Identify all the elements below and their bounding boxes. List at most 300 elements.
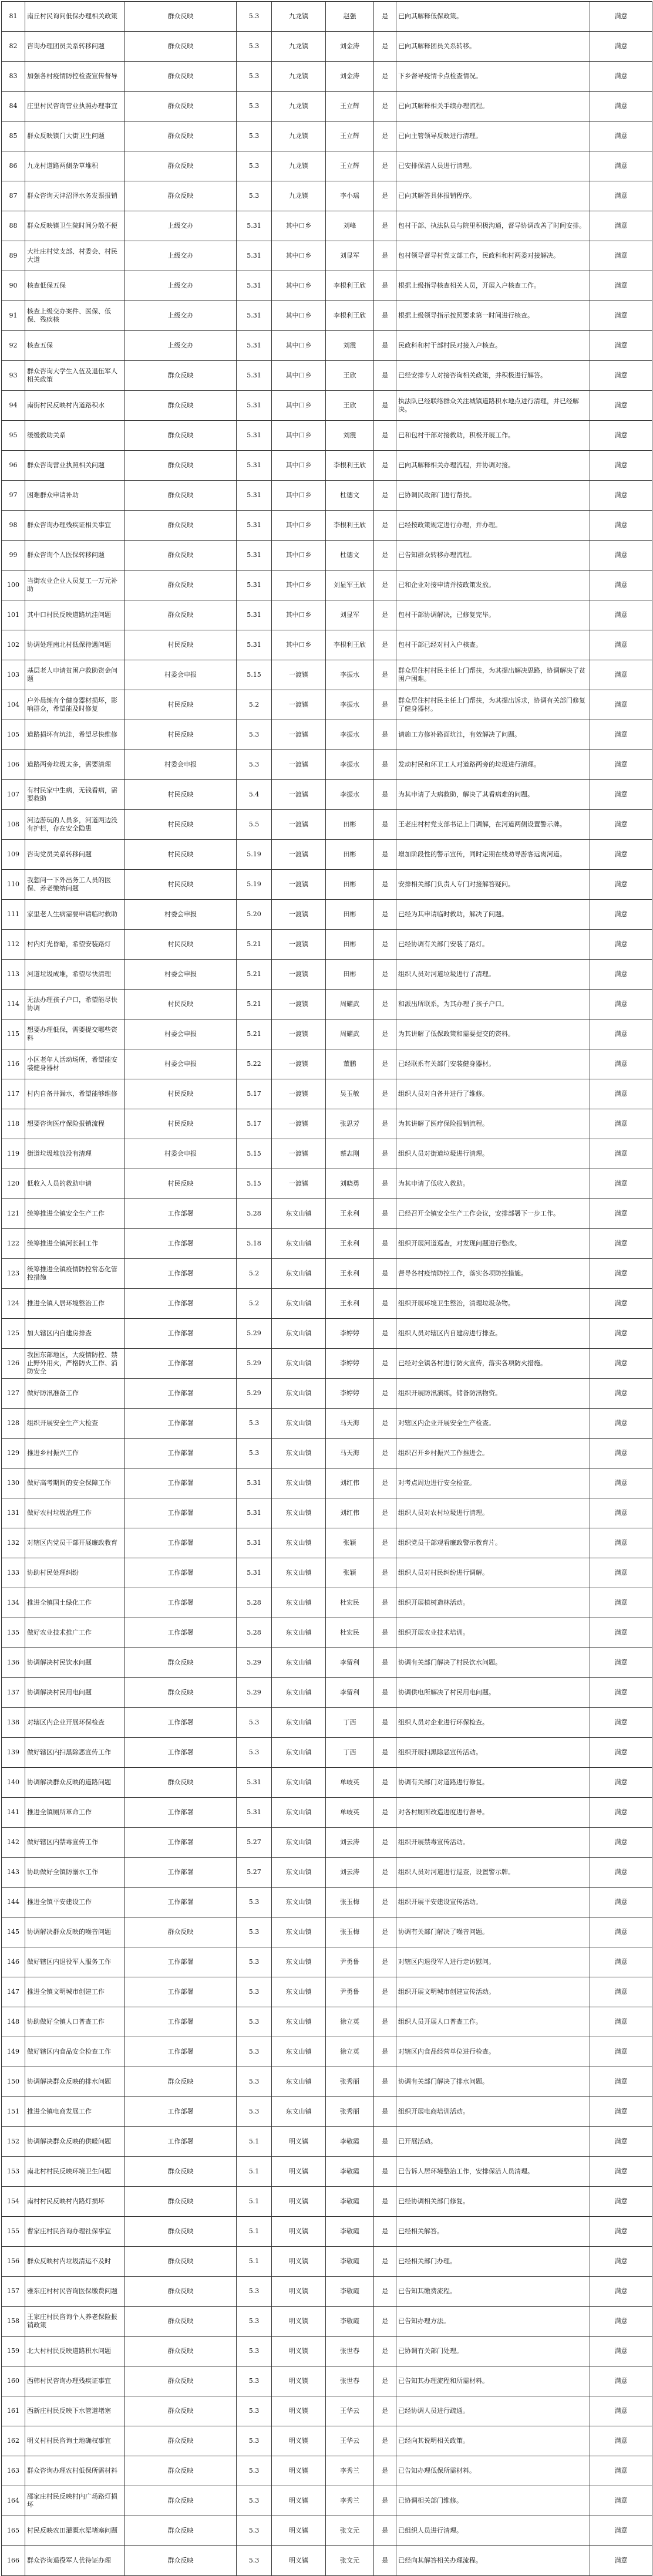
cell-source: 群众反映 <box>125 570 237 600</box>
cell-source: 群众反映 <box>125 1768 237 1798</box>
cell-result: 为其申请了大病救助，解决了其看病难的问题。 <box>396 780 590 810</box>
cell-source: 上级交办 <box>125 331 237 361</box>
table-row <box>2 2187 652 2217</box>
cell-completed: 是 <box>374 600 396 630</box>
cell-town: 九龙镇 <box>272 151 326 181</box>
cell-content: 对辖区内企业开展环保检查 <box>25 1708 125 1738</box>
cell-satisfaction: 满意 <box>590 2456 652 2486</box>
cell-result: 王老庄村村党支部书记上门调解，在河道两侧设置警示牌。 <box>396 810 590 840</box>
cell-result: 已经向其说明相关政策。 <box>396 2426 590 2456</box>
cell-date: 5.1 <box>237 2247 272 2277</box>
cell-source: 群众反映 <box>125 62 237 92</box>
cell-result: 请施工方修补路面坑洼，有效解决了问题。 <box>396 720 590 750</box>
cell-content: 低收入人员的救助申请 <box>25 1169 125 1199</box>
cell-date: 5.31 <box>237 211 272 241</box>
table-row <box>2 2217 652 2247</box>
cell-date: 5.31 <box>237 361 272 391</box>
cell-source: 群众反映 <box>125 541 237 570</box>
cell-completed: 是 <box>374 451 396 481</box>
cell-date: 5.2 <box>237 690 272 720</box>
cell-source: 群众反映 <box>125 32 237 62</box>
cell-satisfaction: 满意 <box>590 331 652 361</box>
cell-number: 145 <box>2 1917 25 1947</box>
cell-completed: 是 <box>374 1528 396 1558</box>
cell-town: 其中口乡 <box>272 271 326 301</box>
cell-person: 王永利 <box>326 1229 374 1259</box>
cell-source: 工作部署 <box>125 1618 237 1648</box>
cell-result: 协调有关部门解决了村民饮水问题。 <box>396 1648 590 1678</box>
cell-date: 5.31 <box>237 301 272 331</box>
cell-date: 5.4 <box>237 780 272 810</box>
cell-completed: 是 <box>374 2247 396 2277</box>
cell-date: 5.31 <box>237 1528 272 1558</box>
cell-town: 明义镇 <box>272 2456 326 2486</box>
cell-date: 5.3 <box>237 62 272 92</box>
table-row <box>2 241 652 271</box>
cell-result: 组织开展扫黑除恶宣传活动。 <box>396 1738 590 1768</box>
cell-date: 5.31 <box>237 600 272 630</box>
cell-content: 核查五保 <box>25 331 125 361</box>
cell-source: 村民反映 <box>125 930 237 960</box>
cell-town: 东文山镇 <box>272 1947 326 1977</box>
table-row <box>2 1439 652 1468</box>
cell-content: 大杜庄村党支部、村委会、村民大道 <box>25 241 125 271</box>
cell-person: 刘红伟 <box>326 1468 374 1498</box>
cell-result: 为其讲解了低保政策和需要提交的资料。 <box>396 1019 590 1049</box>
table-row <box>2 301 652 331</box>
cell-number: 113 <box>2 960 25 990</box>
cell-source: 村委会申报 <box>125 750 237 780</box>
table-row <box>2 451 652 481</box>
table-row <box>2 151 652 181</box>
cell-content: 做好农业技术推广工作 <box>25 1618 125 1648</box>
cell-date: 5.3 <box>237 2337 272 2366</box>
cell-date: 5.15 <box>237 1169 272 1199</box>
cell-satisfaction: 满意 <box>590 1259 652 1289</box>
cell-town: 东文山镇 <box>272 2037 326 2067</box>
cell-town: 其中口乡 <box>272 391 326 421</box>
cell-town: 其中口乡 <box>272 241 326 271</box>
cell-completed: 是 <box>374 1947 396 1977</box>
cell-date: 5.29 <box>237 1379 272 1409</box>
cell-completed: 是 <box>374 2 396 32</box>
cell-source: 群众反映 <box>125 481 237 511</box>
cell-satisfaction: 满意 <box>590 1768 652 1798</box>
cell-completed: 是 <box>374 1139 396 1169</box>
table-row <box>2 2007 652 2037</box>
cell-person: 丁西 <box>326 1708 374 1738</box>
cell-completed: 是 <box>374 2337 396 2366</box>
cell-number: 138 <box>2 1708 25 1738</box>
table-row <box>2 1169 652 1199</box>
cell-date: 5.21 <box>237 1019 272 1049</box>
cell-completed: 是 <box>374 750 396 780</box>
cell-number: 99 <box>2 541 25 570</box>
cell-person: 张思芳 <box>326 1109 374 1139</box>
cell-number: 156 <box>2 2247 25 2277</box>
cell-satisfaction: 满意 <box>590 1858 652 1888</box>
cell-town: 其中口乡 <box>272 211 326 241</box>
cell-town: 一渡镇 <box>272 750 326 780</box>
table-row <box>2 2307 652 2337</box>
cell-person: 尹勇鲁 <box>326 1977 374 2007</box>
cell-source: 群众反映 <box>125 2157 237 2187</box>
cell-content: 南北村村民反映环境卫生问题 <box>25 2157 125 2187</box>
cell-source: 群众反映 <box>125 451 237 481</box>
cell-source: 工作部署 <box>125 1588 237 1618</box>
cell-result: 包村干部协调解决，已修复完毕。 <box>396 600 590 630</box>
cell-satisfaction: 满意 <box>590 151 652 181</box>
table-row <box>2 1019 652 1049</box>
cell-person: 李婷婷 <box>326 1379 374 1409</box>
cell-result: 已向其解释低保政策。 <box>396 2 590 32</box>
cell-source: 工作部署 <box>125 1409 237 1439</box>
cell-number: 166 <box>2 2546 25 2576</box>
table-row <box>2 630 652 660</box>
cell-completed: 是 <box>374 1588 396 1618</box>
cell-person: 丁西 <box>326 1738 374 1768</box>
cell-content: 群众反映镇门大街卫生问题 <box>25 121 125 151</box>
cell-satisfaction: 满意 <box>590 1977 652 2007</box>
table-row <box>2 121 652 151</box>
table-row <box>2 2337 652 2366</box>
cell-date: 5.1 <box>237 2157 272 2187</box>
cell-content: 协助村民处理纠纷 <box>25 1558 125 1588</box>
cell-source: 群众反映 <box>125 2337 237 2366</box>
cell-content: 统筹推进全镇安全生产工作 <box>25 1199 125 1229</box>
cell-result: 已组织人员进行清理。 <box>396 2516 590 2546</box>
cell-town: 明义镇 <box>272 2396 326 2426</box>
cell-source: 群众反映 <box>125 121 237 151</box>
cell-person: 张文元 <box>326 2546 374 2576</box>
cell-satisfaction: 满意 <box>590 181 652 211</box>
cell-town: 东文山镇 <box>272 2007 326 2037</box>
cell-result: 已经协调有关部门安装了路灯。 <box>396 930 590 960</box>
cell-result: 组织人员对农村垃圾进行清理。 <box>396 1498 590 1528</box>
table-row <box>2 840 652 870</box>
table-row <box>2 1888 652 1917</box>
cell-source: 工作部署 <box>125 1738 237 1768</box>
table-row <box>2 900 652 930</box>
cell-result: 包村干部、执法队员与院里积极沟通，督导协调改善了时间安排。 <box>396 211 590 241</box>
cell-person: 田彬 <box>326 840 374 870</box>
cell-result: 已协调有关部门处理。 <box>396 2337 590 2366</box>
cell-town: 东文山镇 <box>272 1798 326 1828</box>
cell-number: 131 <box>2 1498 25 1528</box>
cell-content: 推进全镇电商发展工作 <box>25 2097 125 2127</box>
table-row <box>2 1708 652 1738</box>
cell-person: 李振水 <box>326 780 374 810</box>
cell-number: 135 <box>2 1618 25 1648</box>
cell-person: 刘峰 <box>326 211 374 241</box>
table-row <box>2 481 652 511</box>
cell-completed: 是 <box>374 1349 396 1379</box>
cell-date: 5.31 <box>237 421 272 451</box>
cell-content: 群众反映村内垃圾清运不及时 <box>25 2247 125 2277</box>
cell-source: 工作部署 <box>125 1858 237 1888</box>
cell-town: 东文山镇 <box>272 1648 326 1678</box>
cell-source: 群众反映 <box>125 391 237 421</box>
table-row <box>2 421 652 451</box>
cell-number: 116 <box>2 1049 25 1079</box>
cell-number: 87 <box>2 181 25 211</box>
table-row <box>2 32 652 62</box>
cell-town: 东文山镇 <box>272 1349 326 1379</box>
cell-result: 为其申请了低收入救助。 <box>396 1169 590 1199</box>
cell-result: 组织人员开展人口普查工作。 <box>396 2007 590 2037</box>
cell-completed: 是 <box>374 1079 396 1109</box>
cell-satisfaction: 满意 <box>590 121 652 151</box>
cell-person: 李婷婷 <box>326 1319 374 1349</box>
cell-town: 一渡镇 <box>272 810 326 840</box>
cell-content: 小区老年人活动场所，希望能安装健身器材 <box>25 1049 125 1079</box>
cell-satisfaction: 满意 <box>590 1169 652 1199</box>
cell-town: 明义镇 <box>272 2426 326 2456</box>
cell-completed: 是 <box>374 541 396 570</box>
cell-result: 对辖区内退役军人进行走访慰问。 <box>396 1947 590 1977</box>
cell-completed: 是 <box>374 840 396 870</box>
cell-satisfaction: 满意 <box>590 2097 652 2127</box>
cell-content: 群众咨询个人医保转移问题 <box>25 541 125 570</box>
cell-satisfaction: 满意 <box>590 301 652 331</box>
cell-content: 西新庄村民反映下水管道堵塞 <box>25 2396 125 2426</box>
cell-content: 想要办理低保，需要提交哪些资料 <box>25 1019 125 1049</box>
cell-satisfaction: 满意 <box>590 361 652 391</box>
table-row <box>2 930 652 960</box>
table-row <box>2 2 652 32</box>
cell-number: 158 <box>2 2307 25 2337</box>
cell-date: 5.29 <box>237 1648 272 1678</box>
cell-content: 推进全镇文明城市创建工作 <box>25 1977 125 2007</box>
cell-town: 明义镇 <box>272 2157 326 2187</box>
cell-result: 已经为其申请临时救助，解决了问题。 <box>396 900 590 930</box>
cell-number: 153 <box>2 2157 25 2187</box>
cell-result: 已向其解释相关手续办理流程。 <box>396 92 590 121</box>
table-row <box>2 511 652 541</box>
cell-number: 109 <box>2 840 25 870</box>
cell-completed: 是 <box>374 1618 396 1648</box>
cell-content: 南街村民反映村内道路积水 <box>25 391 125 421</box>
cell-person: 田彬 <box>326 930 374 960</box>
cell-satisfaction: 满意 <box>590 1049 652 1079</box>
cell-person: 李秀兰 <box>326 2486 374 2516</box>
cell-number: 91 <box>2 301 25 331</box>
cell-content: 基层老人申请贫困户救助资金问题 <box>25 660 125 690</box>
cell-satisfaction: 满意 <box>590 1708 652 1738</box>
cell-person: 李振水 <box>326 720 374 750</box>
cell-person: 张文元 <box>326 2516 374 2546</box>
cell-source: 群众反映 <box>125 2426 237 2456</box>
cell-completed: 是 <box>374 870 396 900</box>
cell-content: 对辖区内党员干部开展廉政教育 <box>25 1528 125 1558</box>
cell-content: 做好辖区内扫黑除恶宣传工作 <box>25 1738 125 1768</box>
cell-date: 5.1 <box>237 2187 272 2217</box>
cell-number: 159 <box>2 2337 25 2366</box>
cell-number: 119 <box>2 1139 25 1169</box>
cell-date: 5.3 <box>237 2037 272 2067</box>
table-row <box>2 1828 652 1858</box>
table-row <box>2 2037 652 2067</box>
cell-satisfaction: 满意 <box>590 840 652 870</box>
cell-town: 其中口乡 <box>272 630 326 660</box>
cell-person: 张秀丽 <box>326 2067 374 2097</box>
cell-number: 150 <box>2 2067 25 2097</box>
cell-content: 庄里村民咨询营业执照办理事宜 <box>25 92 125 121</box>
cell-content: 困难群众申请补助 <box>25 481 125 511</box>
cell-source: 工作部署 <box>125 1558 237 1588</box>
cell-number: 151 <box>2 2097 25 2127</box>
cell-date: 5.20 <box>237 900 272 930</box>
cell-number: 101 <box>2 600 25 630</box>
table-row <box>2 1977 652 2007</box>
cell-number: 157 <box>2 2277 25 2307</box>
cell-town: 一渡镇 <box>272 1169 326 1199</box>
cell-satisfaction: 满意 <box>590 1828 652 1858</box>
cell-result: 下乡督导疫情卡点检查情况。 <box>396 62 590 92</box>
cell-content: 协调解决群众反映的噪音问题 <box>25 1917 125 1947</box>
cell-town: 一渡镇 <box>272 840 326 870</box>
cell-town: 东文山镇 <box>272 2097 326 2127</box>
cell-satisfaction: 满意 <box>590 1019 652 1049</box>
cell-content: 统筹推进全镇河长制工作 <box>25 1229 125 1259</box>
cell-number: 114 <box>2 990 25 1019</box>
cell-result: 包村领导督导村党支部工作，民政科和村两委对接解决。 <box>396 241 590 271</box>
cell-town: 东文山镇 <box>272 1409 326 1439</box>
cell-completed: 是 <box>374 2097 396 2127</box>
cell-satisfaction: 满意 <box>590 62 652 92</box>
cell-town: 东文山镇 <box>272 1858 326 1888</box>
table-row <box>2 211 652 241</box>
cell-number: 85 <box>2 121 25 151</box>
cell-number: 160 <box>2 2366 25 2396</box>
cell-town: 东文山镇 <box>272 1768 326 1798</box>
cell-source: 上级交办 <box>125 271 237 301</box>
cell-satisfaction: 满意 <box>590 600 652 630</box>
cell-completed: 是 <box>374 2127 396 2157</box>
cell-date: 5.17 <box>237 1079 272 1109</box>
cell-content: 做好高考期间的安全保障工作 <box>25 1468 125 1498</box>
cell-satisfaction: 满意 <box>590 2037 652 2067</box>
cell-content: 南村村民反映村内路灯损坏 <box>25 2187 125 2217</box>
cell-town: 东文山镇 <box>272 1708 326 1738</box>
cell-completed: 是 <box>374 271 396 301</box>
cell-result: 已向主管领导反映进行清理。 <box>396 121 590 151</box>
cell-content: 北大村村民反映道路积水问题 <box>25 2337 125 2366</box>
cell-satisfaction: 满意 <box>590 2007 652 2037</box>
cell-person: 刘金涛 <box>326 62 374 92</box>
cell-satisfaction: 满意 <box>590 2516 652 2546</box>
cell-completed: 是 <box>374 1019 396 1049</box>
cell-person: 刘显军王欣 <box>326 570 374 600</box>
cell-result: 已经对全镇各村进行防火宣传，落实各项防火措施。 <box>396 1349 590 1379</box>
cell-result: 群众居住村村民主任上门帮扶，为其提出解决思路，协调解决了贫困户困难。 <box>396 660 590 690</box>
cell-completed: 是 <box>374 361 396 391</box>
cell-satisfaction: 满意 <box>590 2396 652 2426</box>
cell-completed: 是 <box>374 1259 396 1289</box>
cell-satisfaction: 满意 <box>590 2217 652 2247</box>
cell-number: 163 <box>2 2456 25 2486</box>
cell-date: 5.3 <box>237 1947 272 1977</box>
cell-date: 5.31 <box>237 570 272 600</box>
cell-content: 有村民家中生病，无钱看病，需要救助 <box>25 780 125 810</box>
cell-completed: 是 <box>374 1798 396 1828</box>
cell-town: 九龙镇 <box>272 32 326 62</box>
table-row <box>2 600 652 630</box>
cell-date: 5.18 <box>237 1229 272 1259</box>
cell-result: 组织开展河道巡查，对发现问题进行整改。 <box>396 1229 590 1259</box>
cell-person: 李留利 <box>326 1678 374 1708</box>
cell-satisfaction: 满意 <box>590 780 652 810</box>
cell-person: 王永利 <box>326 1259 374 1289</box>
cell-town: 一渡镇 <box>272 870 326 900</box>
cell-result: 协调有关部门解决了排水问题。 <box>396 2067 590 2097</box>
cell-town: 东文山镇 <box>272 1738 326 1768</box>
cell-town: 一渡镇 <box>272 720 326 750</box>
cell-content: 加大辖区内自建房排查 <box>25 1319 125 1349</box>
cell-source: 工作部署 <box>125 1259 237 1289</box>
cell-number: 161 <box>2 2396 25 2426</box>
cell-source: 工作部署 <box>125 1977 237 2007</box>
cell-source: 村委会申报 <box>125 1139 237 1169</box>
cell-content: 家里老人生病需要申请临时救助 <box>25 900 125 930</box>
cell-date: 5.31 <box>237 1498 272 1528</box>
cell-content: 街道垃圾堆放没有清理 <box>25 1139 125 1169</box>
cell-source: 村民反映 <box>125 810 237 840</box>
cell-town: 东文山镇 <box>272 1558 326 1588</box>
cell-town: 其中口乡 <box>272 331 326 361</box>
table-row <box>2 1678 652 1708</box>
cell-result: 已向其解释团员关系转移。 <box>396 32 590 62</box>
cell-content: 核查上级交办案件、医保、低保、残疾核 <box>25 301 125 331</box>
cell-satisfaction: 满意 <box>590 2277 652 2307</box>
cell-town: 一渡镇 <box>272 1139 326 1169</box>
cell-content: 河边游玩的人员多，河道两边没有护栏，存在安全隐患 <box>25 810 125 840</box>
table-row <box>2 2067 652 2097</box>
cell-town: 东文山镇 <box>272 1498 326 1528</box>
cell-result: 包村干部已经对村入户核查。 <box>396 630 590 660</box>
cell-satisfaction: 满意 <box>590 1888 652 1917</box>
cell-completed: 是 <box>374 1738 396 1768</box>
cell-date: 5.3 <box>237 1917 272 1947</box>
cell-number: 95 <box>2 421 25 451</box>
cell-number: 96 <box>2 451 25 481</box>
cell-content: 九龙村道路两侧杂草堆积 <box>25 151 125 181</box>
cell-content: 我想问一下外出务工人员的医保、养老缴纳问题 <box>25 870 125 900</box>
cell-completed: 是 <box>374 2426 396 2456</box>
cell-person: 李留利 <box>326 1648 374 1678</box>
cell-town: 其中口乡 <box>272 361 326 391</box>
cell-satisfaction: 满意 <box>590 960 652 990</box>
cell-content: 加强各村疫情防控检查宣传督导 <box>25 62 125 92</box>
cell-date: 5.22 <box>237 1049 272 1079</box>
table-row <box>2 1588 652 1618</box>
cell-source: 工作部署 <box>125 2097 237 2127</box>
cell-satisfaction: 满意 <box>590 451 652 481</box>
cell-source: 群众反映 <box>125 2307 237 2337</box>
cell-source: 群众反映 <box>125 2546 237 2576</box>
cell-town: 一渡镇 <box>272 900 326 930</box>
cell-date: 5.3 <box>237 2366 272 2396</box>
table-row <box>2 2426 652 2456</box>
cell-date: 5.3 <box>237 2307 272 2337</box>
table-row <box>2 2366 652 2396</box>
cell-town: 明义镇 <box>272 2337 326 2366</box>
cell-person: 刘云涛 <box>326 1858 374 1888</box>
cell-result: 已协调民政部门进行帮扶。 <box>396 481 590 511</box>
table-row <box>2 331 652 361</box>
cell-town: 其中口乡 <box>272 511 326 541</box>
cell-result: 已开展活动。 <box>396 2127 590 2157</box>
